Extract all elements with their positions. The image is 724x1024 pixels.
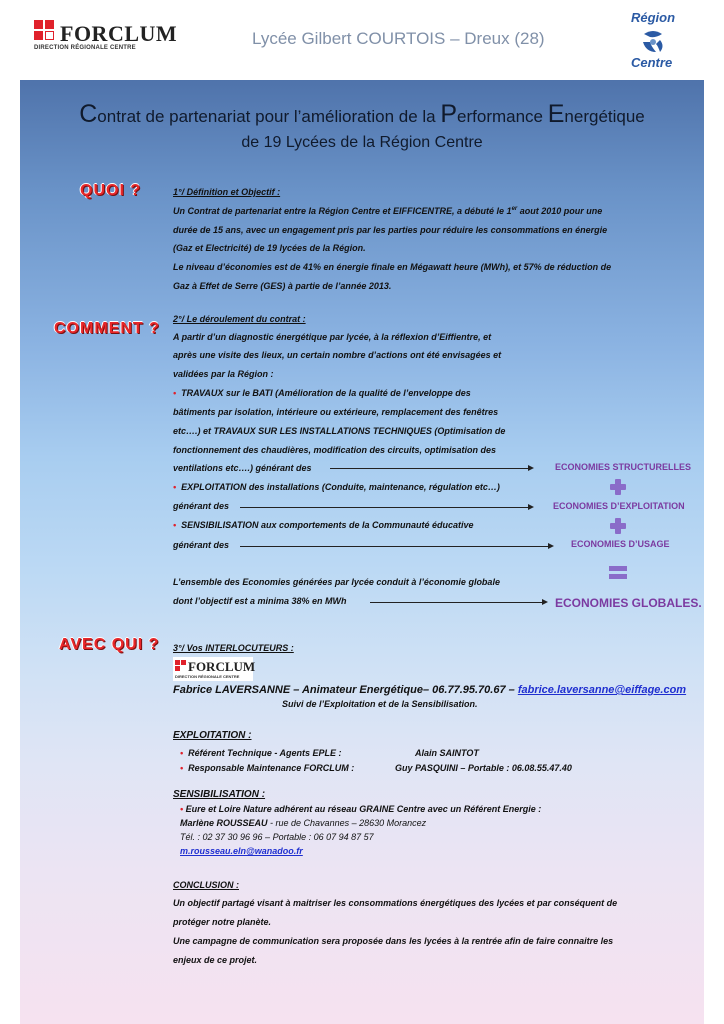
quoi-line-1: Un Contrat de partenariat entre la Région Centre et EIFFICENTRE, a débuté le 1er aout 2010 pour une	[173, 206, 603, 216]
body-background	[20, 80, 704, 1024]
region-logo-bottom-text: Centre	[631, 55, 673, 70]
equals-icon	[609, 566, 627, 580]
comment-bullet-1-line-1: • TRAVAUX sur le BATI (Amélioration de la qualité de l’enveloppe des	[173, 388, 471, 398]
exploitation-responsable-name: Guy PASQUINI – Portable : 06.08.55.47.40	[395, 763, 572, 773]
conclusion-line-4: enjeux de ce projet.	[173, 955, 258, 965]
comment-bullet-3-line-2: générant des	[173, 540, 230, 550]
arrow-icon	[240, 507, 532, 508]
sensibilisation-line-3: Tél. : 02 37 30 96 96 – Portable : 06 07 94 87 57	[180, 832, 374, 842]
document-page	[20, 0, 704, 1024]
mini-logo-sub: DIRECTION RÉGIONALE CENTRE	[175, 674, 240, 679]
comment-line-3: validées par la Région :	[173, 369, 274, 379]
plus-icon	[610, 518, 626, 534]
fabrice-email-link[interactable]: fabrice.laversanne@eiffage.com	[517, 684, 687, 696]
quoi-line-2: durée de 15 ans, avec un engagement pris par les parties pour réduire les consommations en énergie	[173, 225, 608, 235]
comment-line-2: après une visite des lieux, un certain nombre d’actions ont été envisagées et	[173, 350, 502, 360]
main-title-line-1: Contrat de partenariat pour l’amélioration de la Performance Energétique	[79, 100, 645, 128]
conclusion-line-2: protéger notre planète.	[173, 917, 272, 927]
comment-bullet-1-line-2: bâtiments par isolation, intérieure ou extérieure, remplacement des fenêtres	[173, 407, 499, 417]
exploitation-responsable: • Responsable Maintenance FORCLUM :	[180, 763, 355, 773]
comment-bullet-2-line-2: générant des	[173, 501, 230, 511]
economies-globales: ECONOMIES GLOBALES.	[555, 596, 702, 610]
conclusion-line-3: Une campagne de communication sera proposée dans les lycées à la rentrée afin de faire connaitre les	[173, 936, 614, 946]
economies-structurelles: ECONOMIES STRUCTURELLES	[555, 462, 692, 472]
forclum-subtitle: DIRECTION RÉGIONALE CENTRE	[34, 45, 136, 51]
region-logo-top-text: Région	[631, 10, 676, 25]
main-title-line-2: de 19 Lycées de la Région Centre	[241, 134, 483, 151]
conclusion-heading: CONCLUSION :	[173, 880, 239, 890]
comment-heading: 2°/ Le déroulement du contrat :	[173, 314, 306, 324]
comment-bullet-1-line-4: fonctionnement des chaudières, modification des circuits, optimisation des	[173, 445, 497, 455]
economies-usage: ECONOMIES D’USAGE	[571, 539, 670, 549]
forclum-logo-icon	[173, 657, 256, 681]
page-header	[20, 0, 704, 80]
comment-bullet-1-line-5: ventilations etc….) générant des	[173, 463, 312, 473]
avec-qui-heading: 3°/ Vos INTERLOCUTEURS :	[173, 643, 294, 653]
quoi-line-5: Gaz à Effet de Serre (GES) à partie de l’année 2013.	[173, 281, 392, 291]
mini-logo-name: FORCLUM	[188, 659, 256, 674]
section-label-quoi: QUOI ?	[80, 182, 142, 199]
exploitation-heading: EXPLOITATION :	[173, 730, 252, 741]
comment-bullet-3-line-1: • SENSIBILISATION aux comportements de la Communauté éducative	[173, 520, 474, 530]
section-label-comment: COMMENT ?	[54, 320, 160, 337]
fabrice-contact: Fabrice LAVERSANNE – Animateur Energétique– 06.77.95.70.67 – fabrice.laversanne@eiffage.com	[173, 684, 687, 696]
region-centre-logo-icon	[620, 8, 690, 72]
lycee-title: Lycée Gilbert COURTOIS – Dreux (28)	[252, 29, 545, 48]
arrow-icon	[330, 468, 532, 469]
comment-line-1: A partir d’un diagnostic énergétique par lycée, à la réflexion d’Eiffientre, et	[173, 332, 492, 342]
conclusion-line-1: Un objectif partagé visant à maitriser les consommations énergétiques des lycées et par conséquent de	[173, 898, 618, 908]
comment-global-line-2: dont l’objectif est a minima 38% en MWh	[173, 596, 347, 606]
comment-bullet-2-line-1: • EXPLOITATION des installations (Conduite, maintenance, régulation etc…)	[173, 482, 500, 492]
sensibilisation-line-2: Marlène ROUSSEAU - rue de Chavannes – 28630 Morancez	[180, 818, 427, 828]
economies-exploitation: ECONOMIES D’EXPLOITATION	[553, 501, 685, 511]
quoi-line-3: (Gaz et Electricité) de 19 lycées de la Région.	[173, 243, 366, 253]
sensibilisation-heading: SENSIBILISATION :	[173, 789, 266, 800]
suivi-text: Suivi de l’Exploitation et de la Sensibilisation.	[282, 699, 478, 709]
forclum-name: FORCLUM	[60, 21, 178, 46]
plus-icon	[610, 479, 626, 495]
exploitation-referent-name: Alain SAINTOT	[415, 748, 479, 758]
arrow-icon	[240, 546, 552, 547]
quoi-heading: 1°/ Définition et Objectif :	[173, 187, 281, 197]
comment-global-line-1: L’ensemble des Economies générées par lycée conduit à l’économie globale	[173, 577, 500, 587]
quoi-line-4: Le niveau d’économies est de 41% en énergie finale en Mégawatt heure (MWh), et 57% de réduction de	[173, 262, 612, 272]
arrow-icon	[370, 602, 546, 603]
sensibilisation-line-1: • Eure et Loire Nature adhérent au réseau GRAINE Centre avec un Référent Energie :	[180, 804, 542, 814]
section-label-avec-qui: AVEC QUI ?	[59, 636, 160, 653]
comment-bullet-1-line-3: etc….) et TRAVAUX SUR LES INSTALLATIONS TECHNIQUES (Optimisation de	[173, 426, 506, 436]
exploitation-referent: • Référent Technique - Agents EPLE :	[180, 748, 342, 758]
rousseau-email-link[interactable]: m.rousseau.eln@wanadoo.fr	[180, 846, 303, 856]
